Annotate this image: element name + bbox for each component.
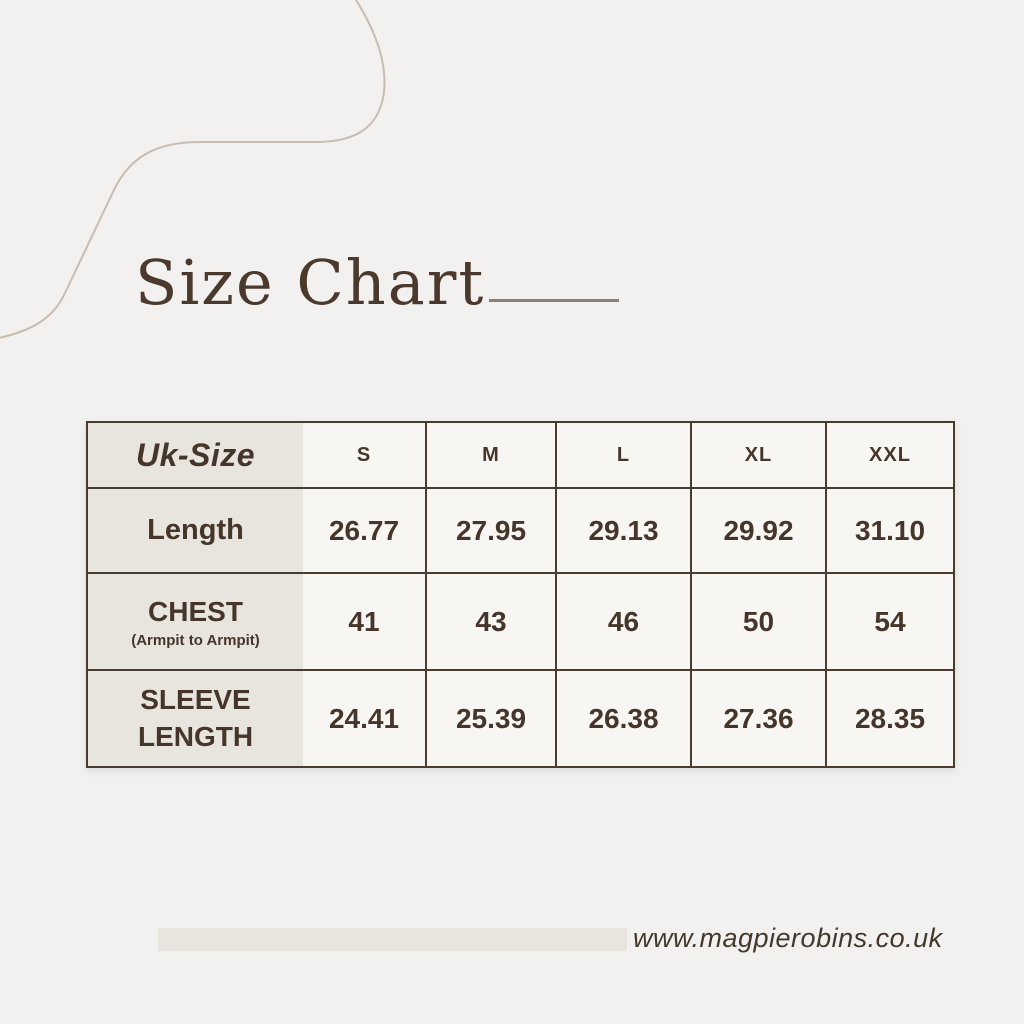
cell-length-m: 27.95 — [425, 487, 555, 572]
cell-chest-xl: 50 — [690, 572, 825, 669]
website-url: www.magpierobins.co.uk — [633, 923, 943, 953]
page-title: Size Chart — [135, 246, 486, 319]
header-cell-xxl: XXL — [825, 423, 953, 487]
row-label-chest: CHEST (Armpit to Armpit) — [88, 572, 303, 669]
cell-length-s: 26.77 — [303, 487, 425, 572]
header-cell-xl: XL — [690, 423, 825, 487]
cell-sleeve-s: 24.41 — [303, 669, 425, 766]
footer-accent-bar — [158, 928, 627, 951]
cell-sleeve-m: 25.39 — [425, 669, 555, 766]
cell-chest-xxl: 54 — [825, 572, 953, 669]
size-chart-table — [86, 421, 955, 768]
cell-chest-l: 46 — [555, 572, 690, 669]
cell-length-l: 29.13 — [555, 487, 690, 572]
cell-chest-m: 43 — [425, 572, 555, 669]
header-cell-s: S — [303, 423, 425, 487]
header-cell-uk-size — [88, 423, 303, 487]
header-cell-l: L — [555, 423, 690, 487]
cell-sleeve-l: 26.38 — [555, 669, 690, 766]
header-cell-m: M — [425, 423, 555, 487]
cell-sleeve-xxl: 28.35 — [825, 669, 953, 766]
cell-chest-s: 41 — [303, 572, 425, 669]
cell-sleeve-xl: 27.36 — [690, 669, 825, 766]
row-label-length: Length — [88, 487, 303, 572]
row-label-sleeve-length: SLEEVE LENGTH — [88, 669, 303, 766]
cell-length-xl: 29.92 — [690, 487, 825, 572]
uk-size-label: Uk-Size — [135, 436, 256, 473]
cell-length-xxl: 31.10 — [825, 487, 953, 572]
chest-sublabel: (Armpit to Armpit) — [131, 631, 260, 649]
title-underline — [489, 299, 619, 302]
